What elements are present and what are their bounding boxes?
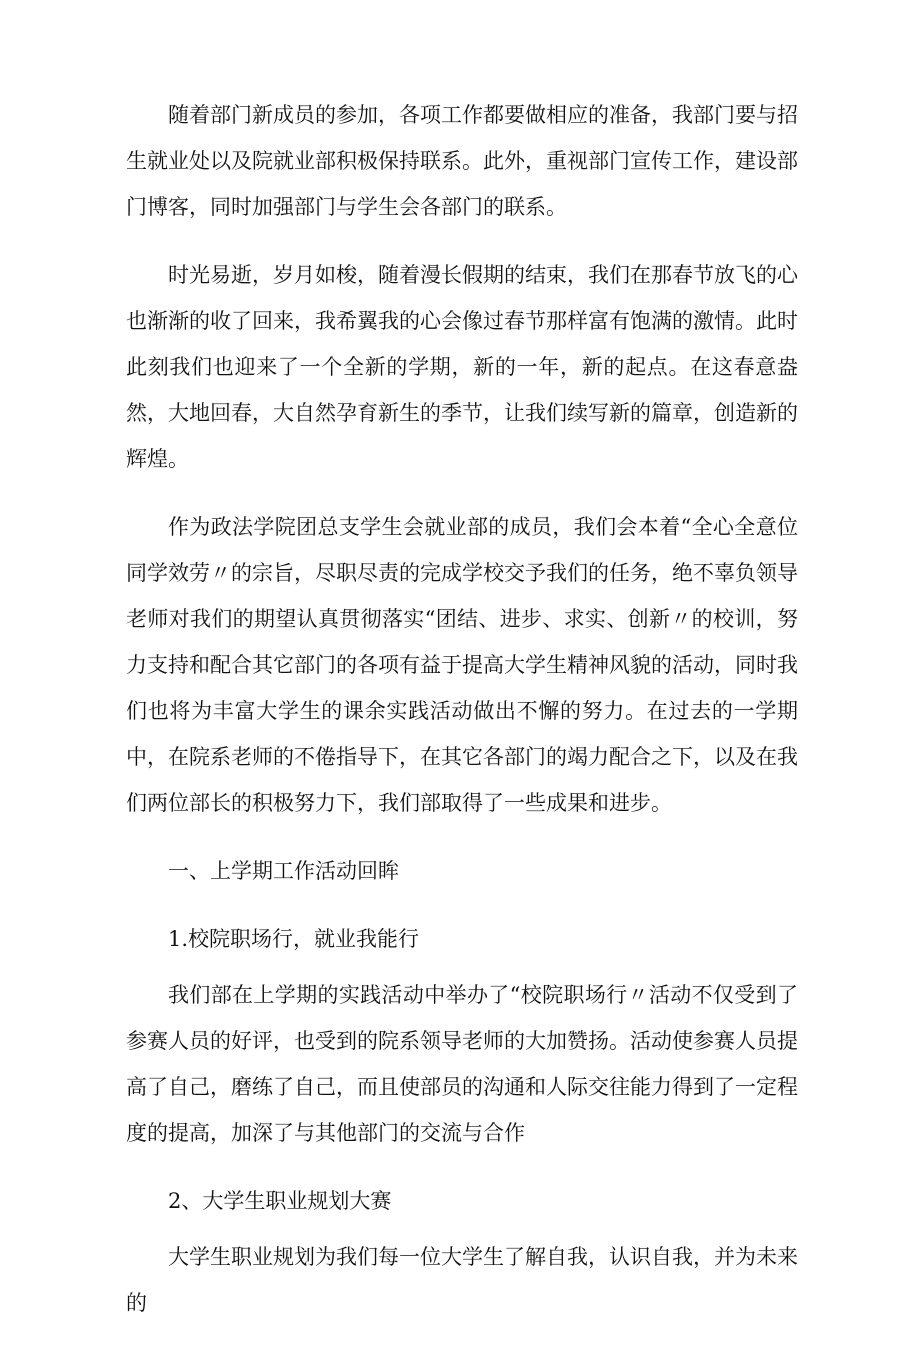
- item1-paragraph: 我们部在上学期的实践活动中举办了“校院职场行〃活动不仅受到了参赛人员的好评，也受到的院系领导老师的大加赞扬。活动使参赛人员提高了自己，磨练了自己，而且使部员的沟通和人际交往能力得到了一定程度的提高，加深了与其他部门的交流与合作: [126, 983, 798, 1145]
- paragraph-department-mission: 作为政法学院团总支学生会就业部的成员，我们会本着“全心全意位同学效劳〃的宗旨，尽职尽责的完成学校交予我们的任务，绝不辜负领导老师对我们的期望认真贯彻落实“团结、进步、求实、创新〃的校训，努力支持和配合其它部门的各项有益于提高大学生精神风貌的活动，同时我们也将为丰富大学生的课余实践活动做出不懈的努力。在过去的一学期中，在院系老师的不倦指导下，在其它各部门的竭力配合之下，以及在我们两位部长的积极努力下，我们部取得了一些成果和进步。: [126, 515, 798, 815]
- paragraph-new-semester: 时光易逝，岁月如梭，随着漫长假期的结束，我们在那春节放飞的心也渐渐的收了回来，我希翼我的心会像过春节那样富有饱满的激情。此时此刻我们也迎来了一个全新的学期，新的一年，新的起点。在这春意盎然，大地回春，大自然孕育新生的季节，让我们续写新的篇章，创造新的辉煌。: [126, 263, 798, 471]
- item2-paragraph: 大学生职业规划为我们每一位大学生了解自我，认识自我，并为未来的: [126, 1245, 798, 1315]
- document-body: [126, 92, 798, 1348]
- paragraph-new-members: 随着部门新成员的参加，各项工作都要做相应的准备，我部门要与招生就业处以及院就业部积极保持联系。此外，重视部门宣传工作，建设部门博客，同时加强部门与学生会各部门的联系。: [126, 103, 798, 219]
- section-heading: 一、上学期工作活动回眸: [168, 859, 399, 883]
- item2-heading: 2、大学生职业规划大赛: [168, 1189, 392, 1213]
- item1-heading: 1.校院职场行，就业我能行: [168, 927, 420, 951]
